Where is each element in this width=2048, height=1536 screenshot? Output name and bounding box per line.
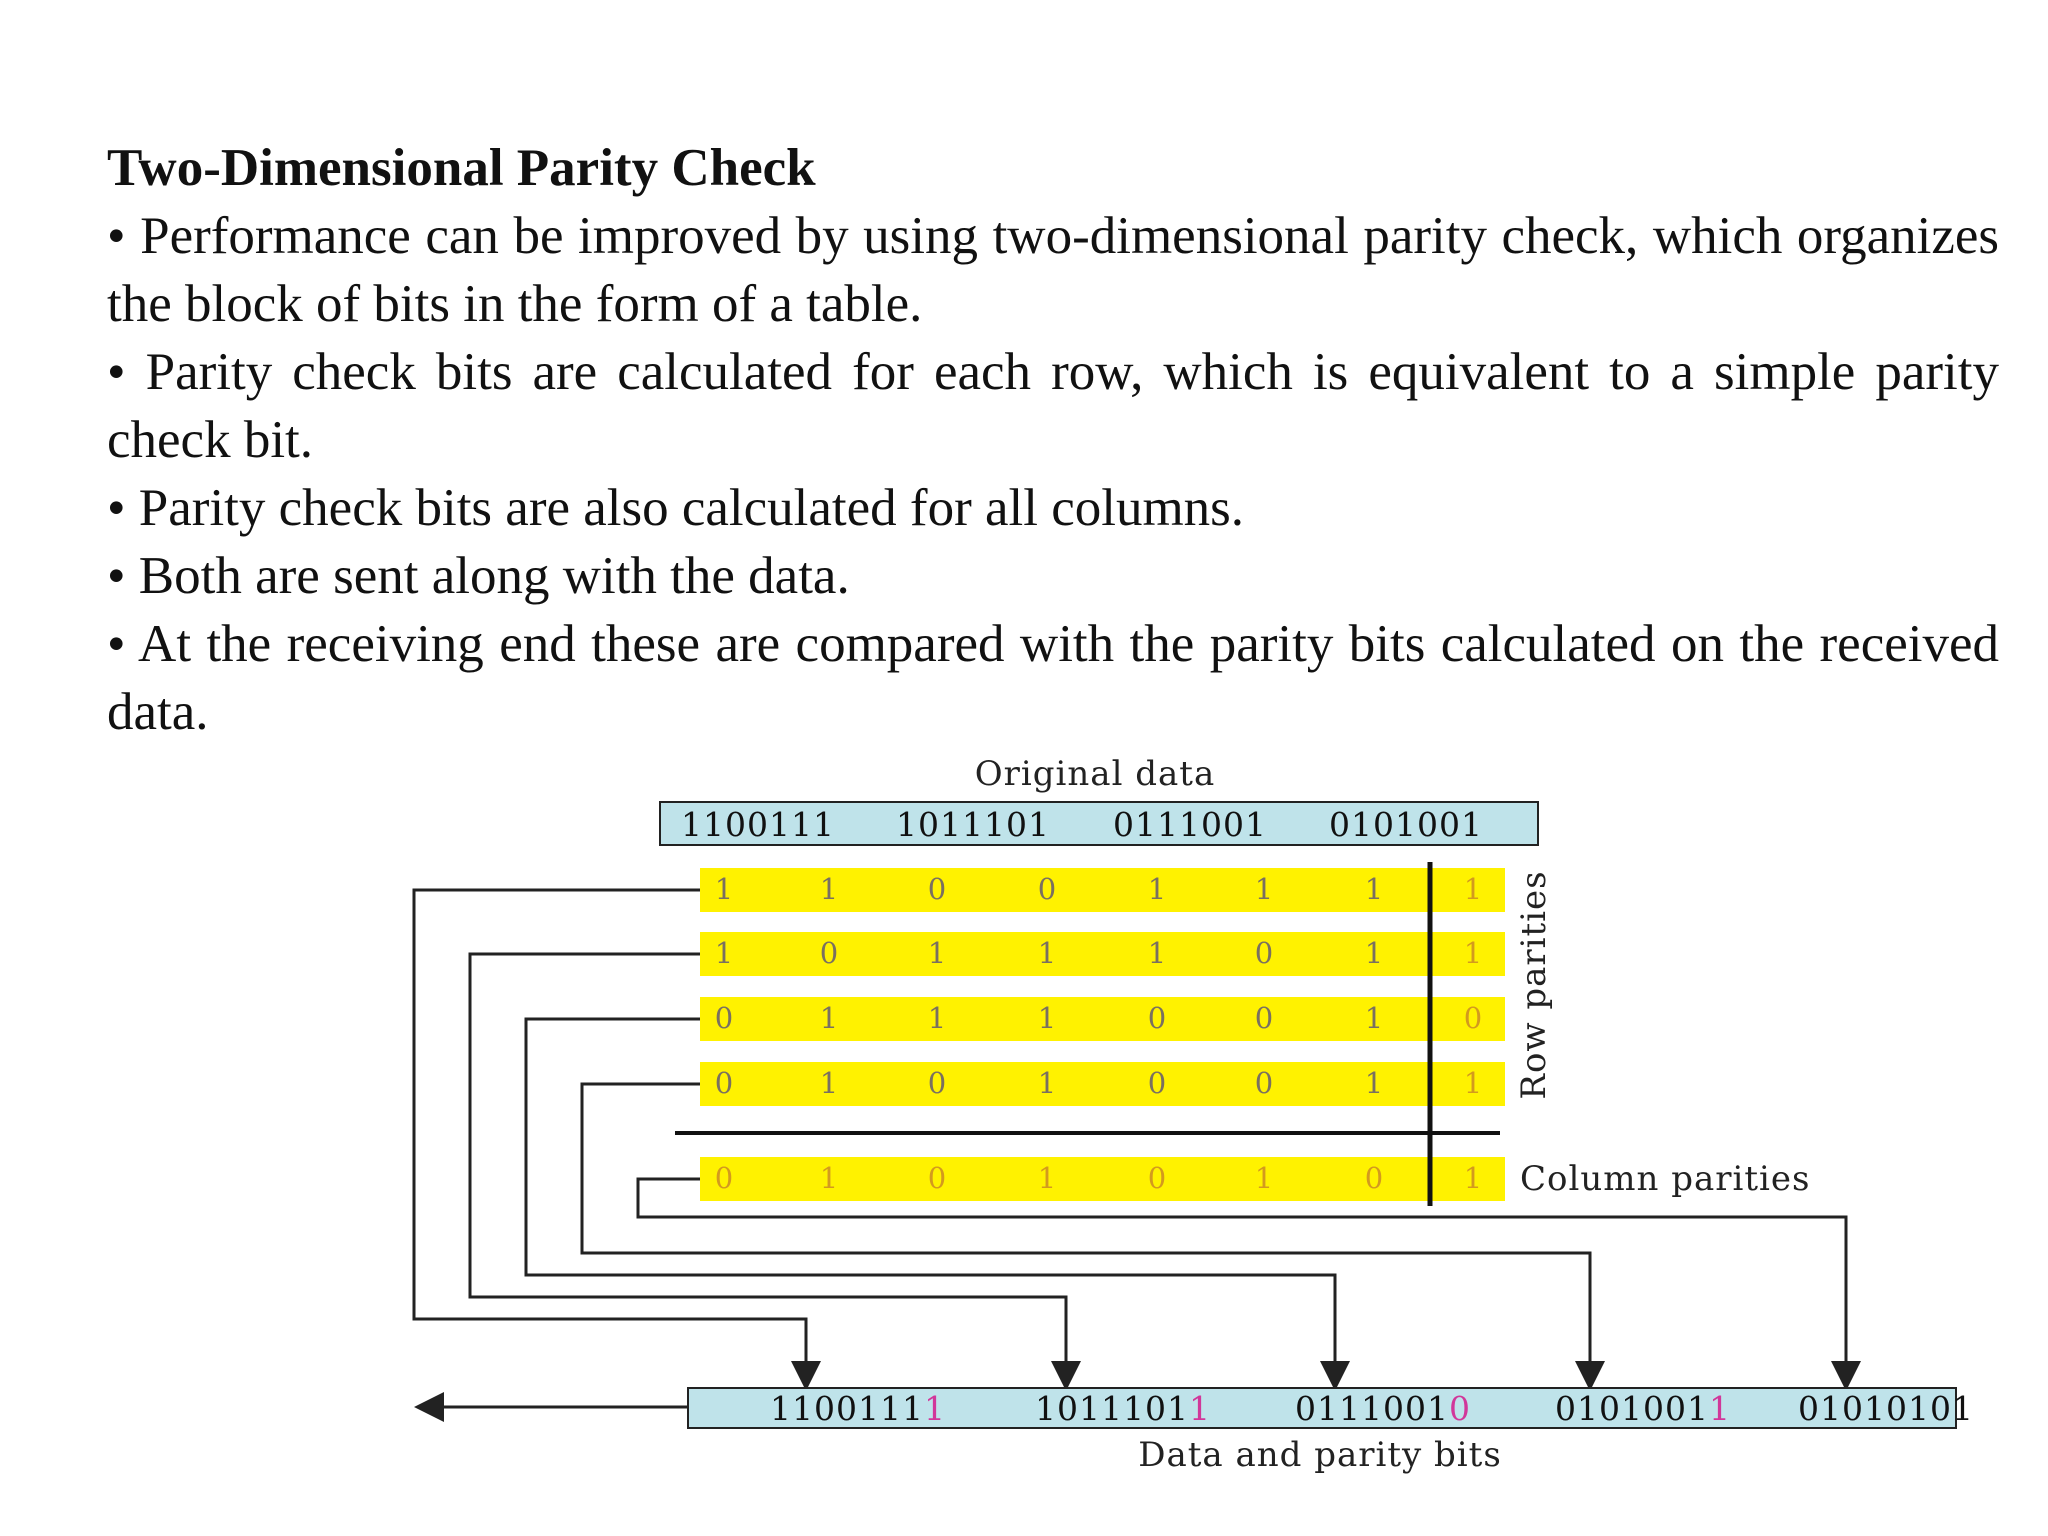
output-word-2-parity: 1 bbox=[1188, 1389, 1211, 1428]
data-bit: 0 bbox=[927, 1066, 947, 1100]
column-parity-bit: 0 bbox=[1364, 1161, 1384, 1195]
output-word-5: 01010101 bbox=[1798, 1389, 1974, 1428]
data-bit: 0 bbox=[714, 1066, 734, 1100]
original-word-4: 0101001 bbox=[1329, 805, 1483, 844]
row-parity-bit: 1 bbox=[1463, 936, 1483, 970]
original-word-1: 1100111 bbox=[681, 805, 835, 844]
data-bit: 1 bbox=[1037, 1066, 1057, 1100]
column-parity-bit: 1 bbox=[1254, 1161, 1274, 1195]
bullet-5: • At the receiving end these are compared with the parity bits calculated on the received data. bbox=[107, 615, 1999, 741]
data-bit: 1 bbox=[1147, 872, 1167, 906]
row-parity-bit: 1 bbox=[1463, 1066, 1483, 1100]
column-parity-bit: 1 bbox=[819, 1161, 839, 1195]
data-bit: 1 bbox=[1364, 1001, 1384, 1035]
data-bit: 0 bbox=[819, 936, 839, 970]
data-bit: 1 bbox=[819, 1066, 839, 1100]
output-word-1-data: 1100111 bbox=[770, 1389, 924, 1428]
data-bit: 1 bbox=[1364, 936, 1384, 970]
data-bit: 1 bbox=[927, 1001, 947, 1035]
output-word-1 bbox=[770, 1389, 946, 1428]
data-bit: 0 bbox=[927, 872, 947, 906]
output-word-4-data: 0101001 bbox=[1555, 1389, 1709, 1428]
column-parity-bit: 0 bbox=[714, 1161, 734, 1195]
original-word-3: 0111001 bbox=[1113, 805, 1267, 844]
row-parities-label: Row parities bbox=[1514, 870, 1554, 1100]
data-bit: 0 bbox=[714, 1001, 734, 1035]
column-parity-bit: 0 bbox=[927, 1161, 947, 1195]
column-parities-label: Column parities bbox=[1520, 1159, 1811, 1199]
bullet-3: • Parity check bits are also calculated for all columns. bbox=[107, 479, 1245, 537]
output-word-2-data: 1011101 bbox=[1035, 1389, 1189, 1428]
output-word-2 bbox=[1035, 1389, 1211, 1428]
data-bit: 1 bbox=[819, 872, 839, 906]
output-word-3-data: 0111001 bbox=[1295, 1389, 1449, 1428]
output-label: Data and parity bits bbox=[1138, 1435, 1502, 1475]
output-word-3 bbox=[1295, 1389, 1471, 1428]
data-bit: 1 bbox=[927, 936, 947, 970]
column-parity-bit: 1 bbox=[1037, 1161, 1057, 1195]
row-parity-bit: 0 bbox=[1463, 1001, 1483, 1035]
output-word-3-parity: 0 bbox=[1448, 1389, 1471, 1428]
output-word-1-parity: 1 bbox=[923, 1389, 946, 1428]
data-bit: 0 bbox=[1147, 1001, 1167, 1035]
column-parity-bit: 0 bbox=[1147, 1161, 1167, 1195]
bullet-1: • Performance can be improved by using two-dimensional parity check, which organizes the block of bits in the form of a table. bbox=[107, 207, 1999, 333]
data-bit: 1 bbox=[1037, 1001, 1057, 1035]
data-bit: 1 bbox=[1254, 872, 1274, 906]
data-bit: 0 bbox=[1254, 1001, 1274, 1035]
data-bit: 0 bbox=[1037, 872, 1057, 906]
bullet-4: • Both are sent along with the data. bbox=[107, 547, 850, 605]
slide-title: Two-Dimensional Parity Check bbox=[107, 139, 816, 197]
data-bit: 1 bbox=[1364, 872, 1384, 906]
bullet-2: • Parity check bits are calculated for each row, which is equivalent to a simple parity check bit. bbox=[107, 343, 1999, 469]
data-bit: 1 bbox=[714, 872, 734, 906]
original-word-2: 1011101 bbox=[896, 805, 1050, 844]
data-bit: 0 bbox=[1254, 1066, 1274, 1100]
output-word-4-parity: 1 bbox=[1708, 1389, 1731, 1428]
data-bit: 0 bbox=[1147, 1066, 1167, 1100]
data-bit: 1 bbox=[1147, 936, 1167, 970]
original-data-label: Original data bbox=[974, 754, 1216, 794]
data-bit: 1 bbox=[1364, 1066, 1384, 1100]
data-bit: 1 bbox=[714, 936, 734, 970]
data-bit: 1 bbox=[1037, 936, 1057, 970]
row-parity-bit: 1 bbox=[1463, 872, 1483, 906]
output-word-4 bbox=[1555, 1389, 1731, 1428]
column-parity-bit: 1 bbox=[1463, 1161, 1483, 1195]
data-bit: 1 bbox=[819, 1001, 839, 1035]
data-bit: 0 bbox=[1254, 936, 1274, 970]
